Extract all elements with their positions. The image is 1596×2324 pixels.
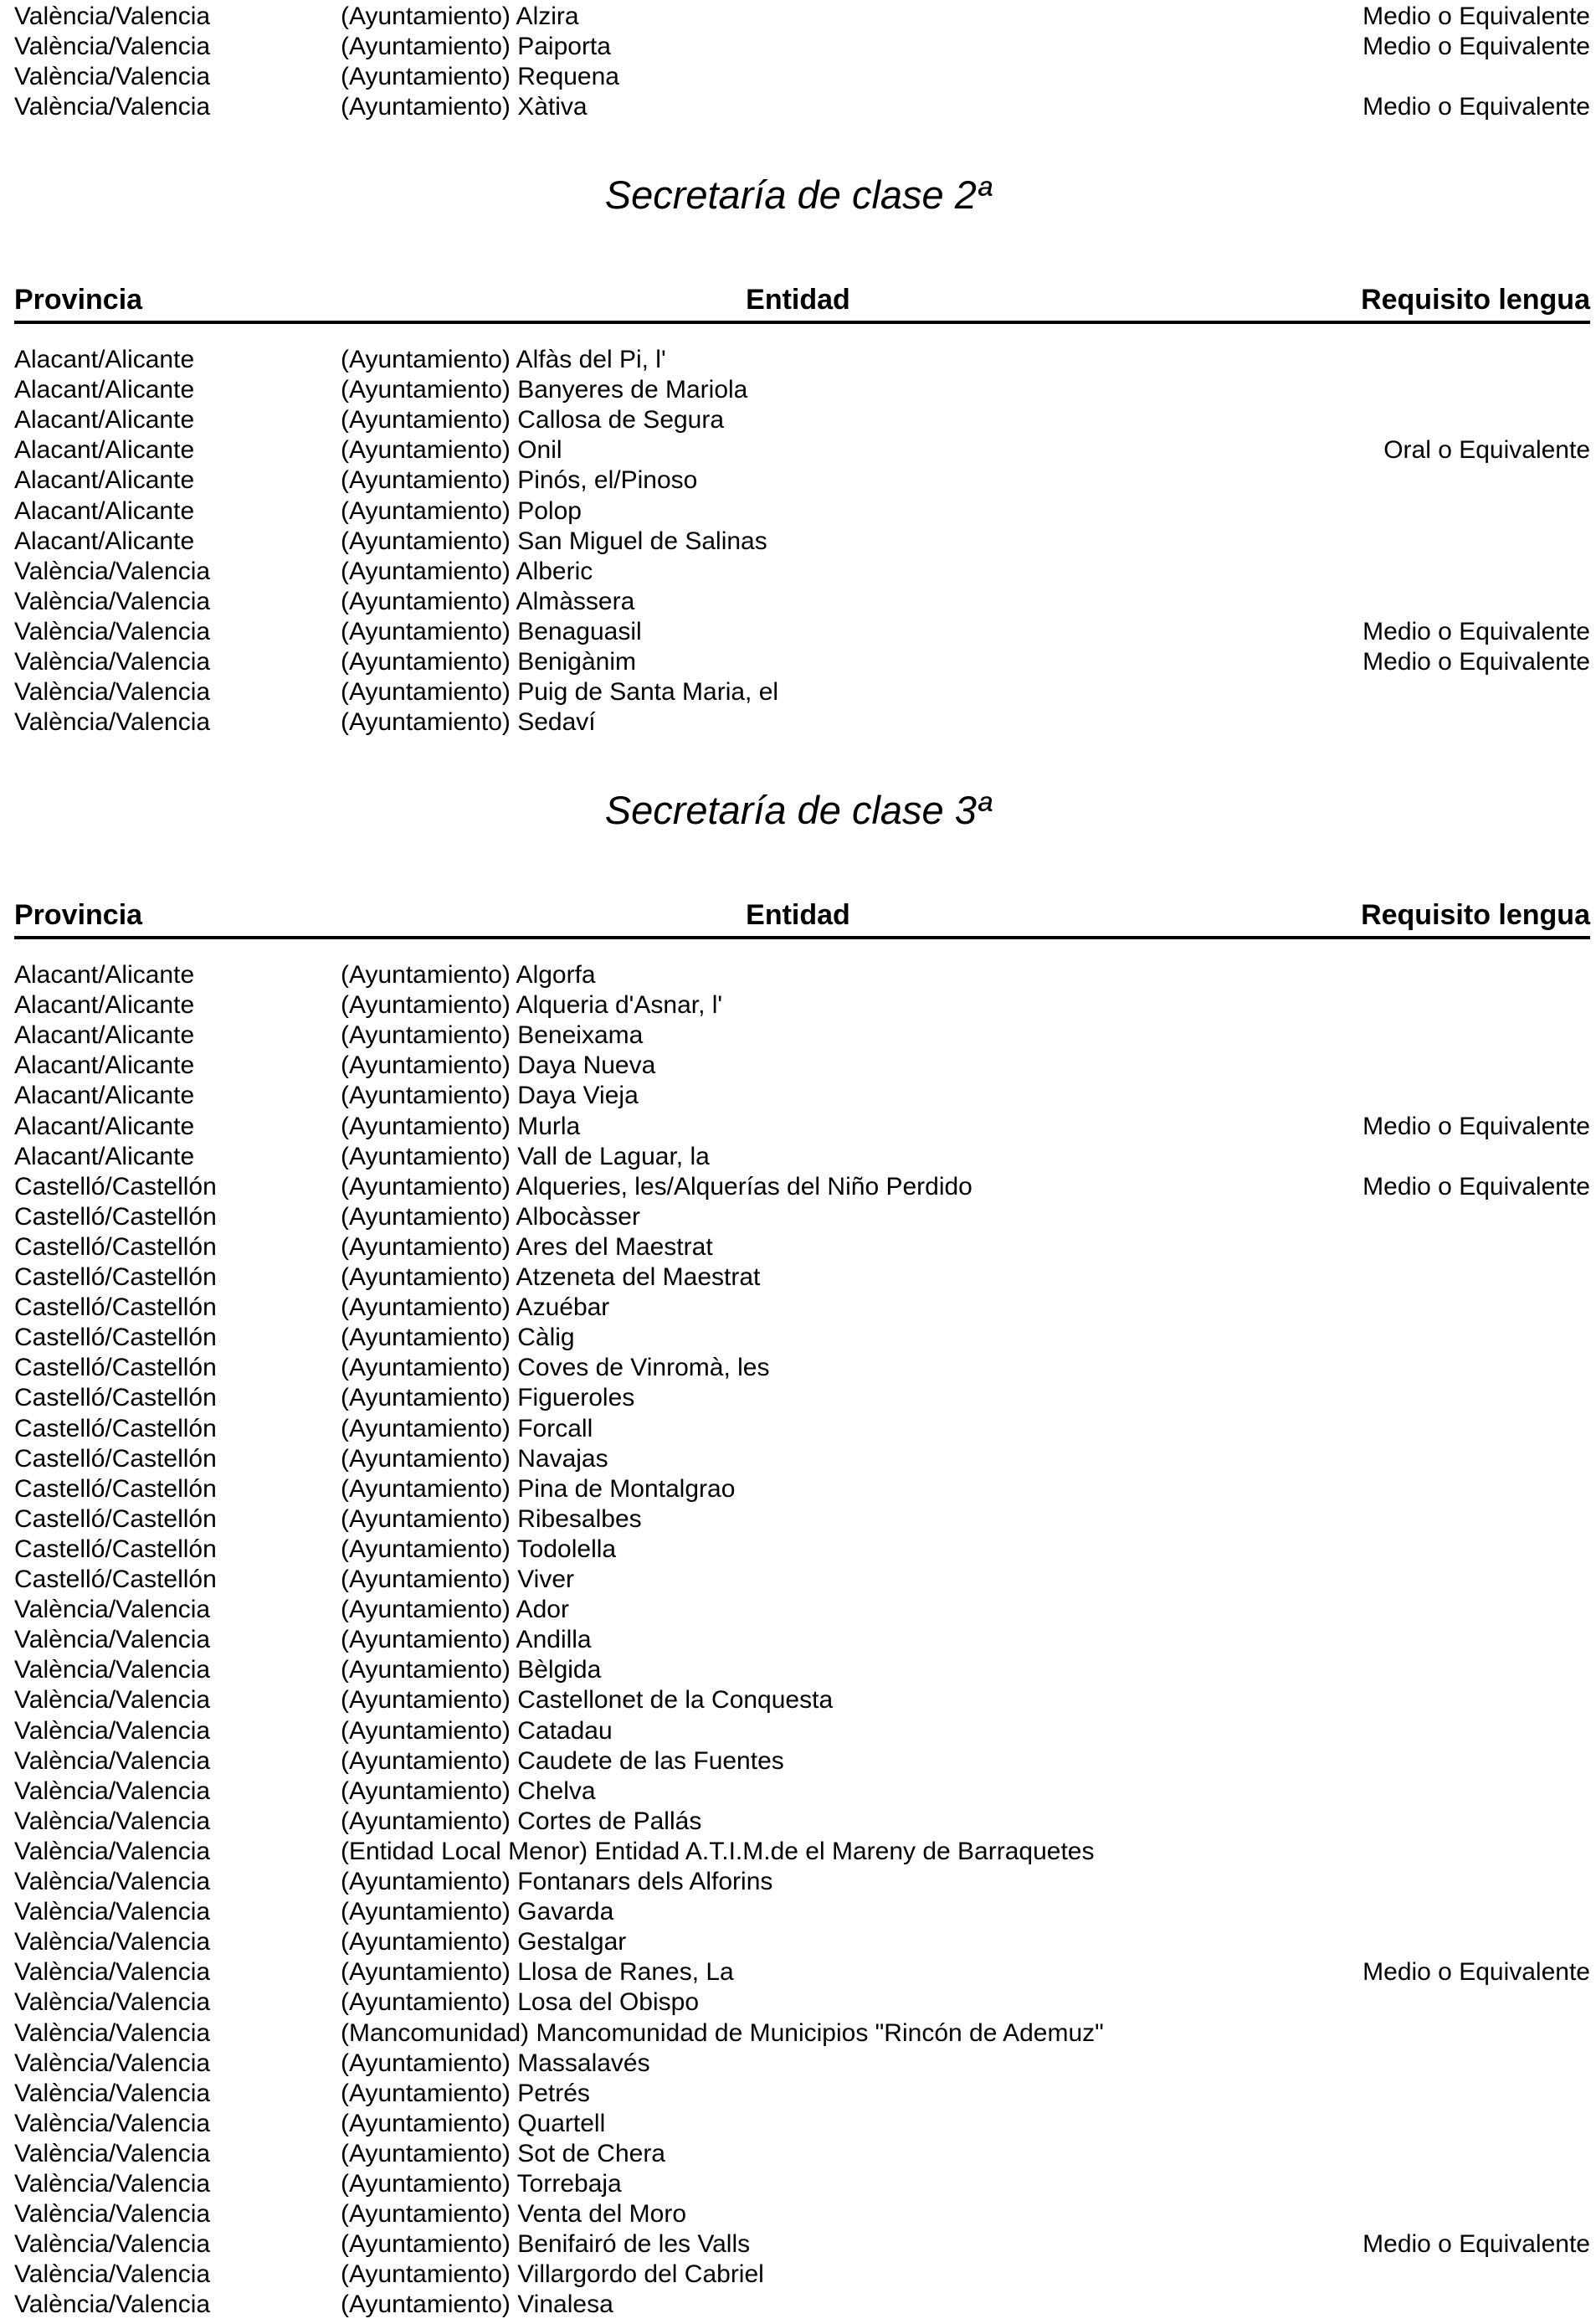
cell-entidad: (Ayuntamiento) Murla bbox=[341, 1112, 581, 1140]
cell-entidad: (Ayuntamiento) Cortes de Pallás bbox=[341, 1807, 702, 1835]
cell-provincia: València/Valencia bbox=[14, 2260, 211, 2289]
table-row bbox=[0, 1565, 1596, 1595]
cell-provincia: València/Valencia bbox=[14, 1807, 211, 1835]
table-row bbox=[0, 2290, 1596, 2320]
cell-entidad: (Ayuntamiento) Torrebaja bbox=[341, 2170, 622, 2198]
cell-provincia: València/Valencia bbox=[14, 1868, 211, 1895]
table-row bbox=[0, 1474, 1596, 1504]
table-row bbox=[0, 92, 1596, 122]
table-row bbox=[0, 527, 1596, 557]
header-rule bbox=[14, 936, 1590, 939]
cell-provincia: València/Valencia bbox=[14, 1928, 211, 1956]
cell-entidad: (Ayuntamiento) Puig de Santa Maria, el bbox=[341, 678, 779, 707]
table-row bbox=[0, 1746, 1596, 1776]
cell-entidad: (Ayuntamiento) San Miguel de Salinas bbox=[341, 527, 767, 555]
cell-entidad: (Entidad Local Menor) Entidad A.T.I.M.de el Mareny de Barraquetes bbox=[341, 1837, 1095, 1865]
cell-entidad: (Ayuntamiento) Massalavés bbox=[341, 2049, 650, 2077]
cell-provincia: Alacant/Alicante bbox=[14, 1051, 195, 1080]
cell-entidad: (Ayuntamiento) Atzeneta del Maestrat bbox=[341, 1263, 761, 1291]
cell-provincia: Alacant/Alicante bbox=[14, 1082, 195, 1110]
cell-provincia: Castelló/Castellón bbox=[14, 1566, 217, 1593]
cell-requisito: Medio o Equivalente bbox=[1363, 1958, 1590, 1987]
cell-provincia: Castelló/Castellón bbox=[14, 1263, 217, 1291]
cell-entidad: (Ayuntamiento) Catadau bbox=[341, 1716, 613, 1745]
cell-entidad: (Ayuntamiento) Vall de Laguar, la bbox=[341, 1142, 710, 1170]
header-requisito: Requisito lengua bbox=[1361, 899, 1590, 931]
cell-provincia: València/Valencia bbox=[14, 1898, 211, 1926]
table-row bbox=[0, 2109, 1596, 2139]
table-row bbox=[0, 1232, 1596, 1262]
cell-provincia: València/Valencia bbox=[14, 2079, 211, 2107]
table-row bbox=[0, 960, 1596, 990]
cell-provincia: Castelló/Castellón bbox=[14, 1324, 217, 1352]
cell-provincia: Castelló/Castellón bbox=[14, 1444, 217, 1473]
cell-provincia: València/Valencia bbox=[14, 1837, 211, 1865]
cell-entidad: (Ayuntamiento) Xàtiva bbox=[341, 93, 588, 121]
cell-requisito: Oral o Equivalente bbox=[1383, 436, 1590, 465]
table-row bbox=[0, 647, 1596, 677]
cell-provincia: València/Valencia bbox=[14, 2018, 211, 2047]
cell-provincia: Castelló/Castellón bbox=[14, 1293, 217, 1322]
table-row bbox=[0, 677, 1596, 707]
table-row bbox=[0, 1112, 1596, 1142]
cell-entidad: (Ayuntamiento) Daya Vieja bbox=[341, 1082, 639, 1110]
cell-requisito: Medio o Equivalente bbox=[1363, 617, 1590, 645]
cell-requisito: Medio o Equivalente bbox=[1363, 33, 1590, 61]
table-row bbox=[0, 1172, 1596, 1202]
cell-entidad: (Ayuntamiento) Todolella bbox=[341, 1535, 617, 1563]
cell-requisito: Medio o Equivalente bbox=[1363, 1112, 1590, 1140]
table-row bbox=[0, 2229, 1596, 2260]
cell-entidad: (Ayuntamiento) Banyeres de Mariola bbox=[341, 376, 748, 404]
cell-requisito: Medio o Equivalente bbox=[1363, 648, 1590, 676]
cell-provincia: Castelló/Castellón bbox=[14, 1354, 217, 1382]
table-row bbox=[0, 1444, 1596, 1474]
cell-provincia: València/Valencia bbox=[14, 1656, 211, 1684]
cell-entidad: (Ayuntamiento) Bèlgida bbox=[341, 1656, 602, 1684]
table-row bbox=[0, 1716, 1596, 1746]
table-row bbox=[0, 2169, 1596, 2199]
table-row bbox=[0, 2260, 1596, 2290]
cell-entidad: (Ayuntamiento) Alzira bbox=[341, 3, 579, 30]
cell-requisito: Medio o Equivalente bbox=[1363, 2230, 1590, 2259]
cell-provincia: Alacant/Alicante bbox=[14, 1142, 195, 1170]
cell-entidad: (Ayuntamiento) Quartell bbox=[341, 2109, 606, 2137]
cell-entidad: (Ayuntamiento) Requena bbox=[341, 63, 619, 91]
table-row bbox=[0, 465, 1596, 496]
cell-entidad: (Ayuntamiento) Forcall bbox=[341, 1414, 593, 1442]
cell-provincia: València/Valencia bbox=[14, 587, 211, 615]
table-row bbox=[0, 1323, 1596, 1353]
cell-entidad: (Ayuntamiento) Sedaví bbox=[341, 708, 596, 737]
cell-provincia: Castelló/Castellón bbox=[14, 1384, 217, 1412]
cell-provincia: Alacant/Alicante bbox=[14, 436, 195, 465]
cell-entidad: (Ayuntamiento) Losa del Obispo bbox=[341, 1988, 700, 2017]
cell-entidad: (Ayuntamiento) Venta del Moro bbox=[341, 2200, 687, 2229]
table-row bbox=[0, 345, 1596, 375]
cell-entidad: (Ayuntamiento) Viver bbox=[341, 1566, 575, 1593]
cell-entidad: (Ayuntamiento) Chelva bbox=[341, 1776, 596, 1805]
cell-provincia: València/Valencia bbox=[14, 678, 211, 707]
cell-entidad: (Ayuntamiento) Pina de Montalgrao bbox=[341, 1474, 736, 1503]
cell-entidad: (Ayuntamiento) Ares del Maestrat bbox=[341, 1232, 713, 1261]
table-row bbox=[0, 1535, 1596, 1565]
table-row bbox=[0, 2, 1596, 32]
cell-provincia: Alacant/Alicante bbox=[14, 496, 195, 525]
cell-requisito: Medio o Equivalente bbox=[1363, 93, 1590, 121]
cell-provincia: València/Valencia bbox=[14, 93, 211, 121]
cell-entidad: (Ayuntamiento) Alqueries, les/Alquerías del Niño Perdido bbox=[341, 1172, 972, 1201]
cell-entidad: (Ayuntamiento) Benigànim bbox=[341, 648, 636, 676]
cell-provincia: València/Valencia bbox=[14, 1776, 211, 1805]
table-row bbox=[0, 496, 1596, 527]
cell-entidad: (Ayuntamiento) Villargordo del Cabriel bbox=[341, 2260, 764, 2289]
cell-entidad: (Ayuntamiento) Ribesalbes bbox=[341, 1504, 642, 1533]
cell-entidad: (Ayuntamiento) Llosa de Ranes, La bbox=[341, 1958, 734, 1987]
cell-provincia: València/Valencia bbox=[14, 1626, 211, 1654]
table-row bbox=[0, 1807, 1596, 1837]
table-row bbox=[0, 405, 1596, 435]
cell-entidad: (Ayuntamiento) Paiporta bbox=[341, 33, 611, 61]
table-row bbox=[0, 707, 1596, 738]
cell-entidad: (Ayuntamiento) Figueroles bbox=[341, 1384, 635, 1412]
cell-entidad: (Ayuntamiento) Azuébar bbox=[341, 1293, 610, 1322]
cell-provincia: València/Valencia bbox=[14, 648, 211, 676]
table-row bbox=[0, 435, 1596, 465]
table-row bbox=[0, 62, 1596, 92]
table-row bbox=[0, 1897, 1596, 1927]
cell-provincia: València/Valencia bbox=[14, 2230, 211, 2259]
table-row bbox=[0, 1293, 1596, 1323]
cell-entidad: (Ayuntamiento) Alfàs del Pi, l' bbox=[341, 346, 666, 373]
table-row bbox=[0, 1957, 1596, 1987]
cell-provincia: València/Valencia bbox=[14, 1958, 211, 1987]
table-row bbox=[0, 1383, 1596, 1413]
table-row bbox=[0, 1987, 1596, 2018]
cell-provincia: València/Valencia bbox=[14, 2200, 211, 2229]
table-row bbox=[0, 1927, 1596, 1957]
cell-entidad: (Ayuntamiento) Beneixama bbox=[341, 1021, 644, 1050]
table-row bbox=[0, 1202, 1596, 1232]
cell-entidad: (Ayuntamiento) Alberic bbox=[341, 557, 593, 585]
table-row bbox=[0, 2079, 1596, 2109]
cell-provincia: Castelló/Castellón bbox=[14, 1504, 217, 1533]
header-provincia: Provincia bbox=[14, 899, 143, 931]
cell-provincia: Alacant/Alicante bbox=[14, 527, 195, 555]
table-row bbox=[0, 1867, 1596, 1897]
cell-entidad: (Ayuntamiento) Navajas bbox=[341, 1444, 608, 1473]
cell-provincia: València/Valencia bbox=[14, 1596, 211, 1624]
table-row bbox=[0, 1837, 1596, 1867]
table-row bbox=[0, 1776, 1596, 1807]
section-title: Secretaría de clase 3ª bbox=[604, 788, 992, 832]
cell-entidad: (Ayuntamiento) Alqueria d'Asnar, l' bbox=[341, 991, 723, 1020]
cell-provincia: València/Valencia bbox=[14, 1746, 211, 1775]
cell-entidad: (Ayuntamiento) Benifairó de les Valls bbox=[341, 2230, 751, 2259]
table-row bbox=[0, 1414, 1596, 1444]
cell-entidad: (Ayuntamiento) Andilla bbox=[341, 1626, 592, 1654]
cell-requisito: Medio o Equivalente bbox=[1363, 1172, 1590, 1201]
cell-provincia: València/Valencia bbox=[14, 2139, 211, 2167]
section-title: Secretaría de clase 2ª bbox=[604, 172, 992, 217]
cell-entidad: (Ayuntamiento) Fontanars dels Alforins bbox=[341, 1868, 773, 1895]
cell-provincia: Alacant/Alicante bbox=[14, 466, 195, 495]
table-row bbox=[0, 2139, 1596, 2169]
cell-provincia: València/Valencia bbox=[14, 1686, 211, 1715]
cell-provincia: Alacant/Alicante bbox=[14, 1021, 195, 1050]
table-row bbox=[0, 1685, 1596, 1715]
table-row bbox=[0, 2018, 1596, 2049]
table-row bbox=[0, 2199, 1596, 2229]
cell-provincia: Alacant/Alicante bbox=[14, 406, 195, 434]
table-row bbox=[0, 557, 1596, 587]
cell-provincia: València/Valencia bbox=[14, 2291, 211, 2319]
header-entidad: Entidad bbox=[746, 899, 850, 931]
cell-entidad: (Mancomunidad) Mancomunidad de Municipios "Rincón de Ademuz" bbox=[341, 2018, 1104, 2047]
table-row bbox=[0, 1504, 1596, 1535]
cell-provincia: València/Valencia bbox=[14, 3, 211, 30]
table-row bbox=[0, 1021, 1596, 1051]
cell-entidad: (Ayuntamiento) Castellonet de la Conquesta bbox=[341, 1686, 834, 1715]
cell-entidad: (Ayuntamiento) Callosa de Segura bbox=[341, 406, 725, 434]
cell-provincia: València/Valencia bbox=[14, 1716, 211, 1745]
cell-requisito: Medio o Equivalente bbox=[1363, 3, 1590, 30]
table-row bbox=[0, 32, 1596, 62]
table-header bbox=[0, 280, 1596, 319]
cell-provincia: Castelló/Castellón bbox=[14, 1535, 217, 1563]
cell-entidad: (Ayuntamiento) Gestalgar bbox=[341, 1928, 627, 1956]
cell-entidad: (Ayuntamiento) Vinalesa bbox=[341, 2291, 613, 2319]
cell-provincia: Castelló/Castellón bbox=[14, 1202, 217, 1231]
table-row bbox=[0, 1142, 1596, 1172]
cell-entidad: (Ayuntamiento) Albocàsser bbox=[341, 1202, 640, 1231]
cell-provincia: València/Valencia bbox=[14, 33, 211, 61]
cell-provincia: València/Valencia bbox=[14, 708, 211, 737]
table-header bbox=[0, 896, 1596, 934]
cell-provincia: València/Valencia bbox=[14, 557, 211, 585]
cell-provincia: Alacant/Alicante bbox=[14, 961, 195, 989]
cell-entidad: (Ayuntamiento) Algorfa bbox=[341, 961, 596, 989]
cell-entidad: (Ayuntamiento) Daya Nueva bbox=[341, 1051, 656, 1080]
cell-provincia: Alacant/Alicante bbox=[14, 346, 195, 373]
cell-provincia: València/Valencia bbox=[14, 617, 211, 645]
cell-provincia: València/Valencia bbox=[14, 2049, 211, 2077]
table-row bbox=[0, 375, 1596, 405]
cell-provincia: València/Valencia bbox=[14, 1988, 211, 2017]
cell-provincia: Castelló/Castellón bbox=[14, 1414, 217, 1442]
cell-provincia: Castelló/Castellón bbox=[14, 1474, 217, 1503]
table-row bbox=[0, 1081, 1596, 1111]
cell-entidad: (Ayuntamiento) Petrés bbox=[341, 2079, 590, 2107]
table-row bbox=[0, 617, 1596, 647]
cell-provincia: València/Valencia bbox=[14, 63, 211, 91]
header-requisito: Requisito lengua bbox=[1361, 284, 1590, 316]
cell-entidad: (Ayuntamiento) Benaguasil bbox=[341, 617, 642, 645]
cell-provincia: Alacant/Alicante bbox=[14, 376, 195, 404]
cell-provincia: València/Valencia bbox=[14, 2170, 211, 2198]
header-entidad: Entidad bbox=[746, 284, 850, 316]
cell-entidad: (Ayuntamiento) Sot de Chera bbox=[341, 2139, 665, 2167]
cell-provincia: Alacant/Alicante bbox=[14, 991, 195, 1020]
table-row bbox=[0, 1655, 1596, 1685]
table-row bbox=[0, 587, 1596, 617]
cell-entidad: (Ayuntamiento) Càlig bbox=[341, 1324, 575, 1352]
cell-entidad: (Ayuntamiento) Ador bbox=[341, 1596, 569, 1624]
cell-provincia: Alacant/Alicante bbox=[14, 1112, 195, 1140]
cell-provincia: Castelló/Castellón bbox=[14, 1232, 217, 1261]
table-row bbox=[0, 1595, 1596, 1625]
cell-provincia: València/Valencia bbox=[14, 2109, 211, 2137]
cell-provincia: Castelló/Castellón bbox=[14, 1172, 217, 1201]
header-rule bbox=[14, 321, 1590, 324]
table-row bbox=[0, 2049, 1596, 2079]
cell-entidad: (Ayuntamiento) Onil bbox=[341, 436, 562, 465]
cell-entidad: (Ayuntamiento) Gavarda bbox=[341, 1898, 614, 1926]
table-row bbox=[0, 990, 1596, 1021]
cell-entidad: (Ayuntamiento) Polop bbox=[341, 496, 582, 525]
table-row bbox=[0, 1353, 1596, 1383]
cell-entidad: (Ayuntamiento) Caudete de las Fuentes bbox=[341, 1746, 784, 1775]
cell-entidad: (Ayuntamiento) Almàssera bbox=[341, 587, 635, 615]
table-row bbox=[0, 1625, 1596, 1655]
header-provincia: Provincia bbox=[14, 284, 143, 316]
table-row bbox=[0, 1262, 1596, 1293]
cell-entidad: (Ayuntamiento) Pinós, el/Pinoso bbox=[341, 466, 698, 495]
cell-entidad: (Ayuntamiento) Coves de Vinromà, les bbox=[341, 1354, 770, 1382]
table-row bbox=[0, 1051, 1596, 1081]
